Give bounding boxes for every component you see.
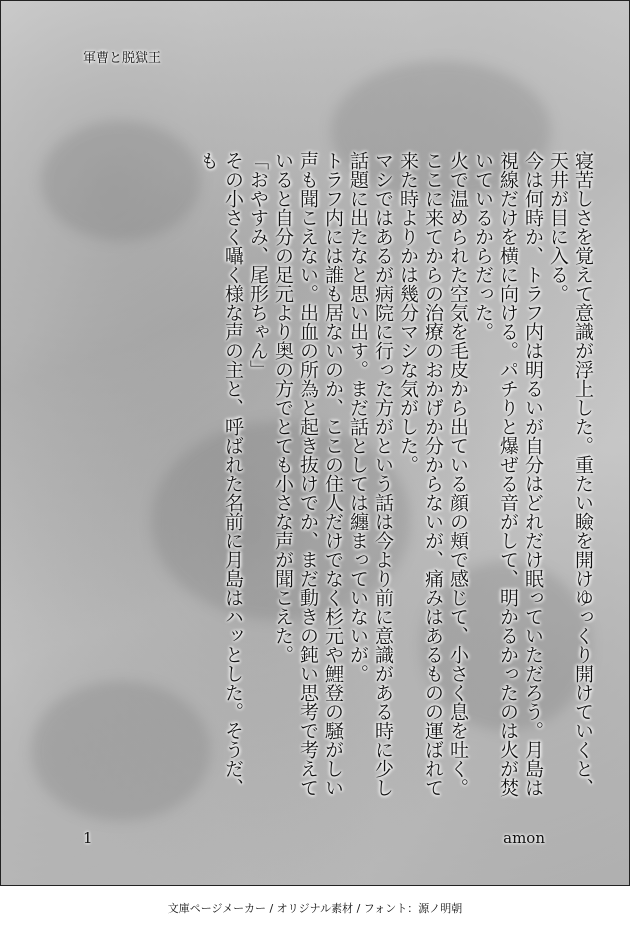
- dialogue-line: 「おやすみ、尾形ちゃん」: [247, 151, 269, 379]
- paragraph: トラフ内には誰も居ないのか、ここの住人だけでなく杉元や鯉登の騒がしい声も聞こえない。出血の所為と起き抜けでか、まだ動きの鈍い思考で考えていると自分の足元より奥の方でとても小さな声が聞こえた。: [272, 151, 344, 797]
- credit-line: 文庫ページメーカー / オリジナル素材 / フォント：源ノ明朝: [167, 902, 463, 915]
- paragraph: 寝苦しさを覚えて意識が浮上した。重たい瞼を開けゆっくり開けていくと、天井が目に入る。: [547, 151, 594, 797]
- body-text: [195, 151, 595, 801]
- paragraph: 今は何時か、トラフ内は明るいが自分はどれだけ眠っていただろう。月島は視線だけを横に向ける。パチりと爆ぜる音がして、明かるかったのは火が焚いているからだった。: [472, 151, 544, 797]
- page-number: 1: [83, 829, 93, 847]
- background-splat: [41, 121, 201, 241]
- paragraph: 火で温められた空気を毛皮から出ている顔の頬で感じて、小さく息を吐く。ここに来てからの治療のおかげか分からないが、痛みはあるものの運ばれて来た時よりかは幾分マシな気がした。: [397, 151, 469, 797]
- paragraph: その小さく囁く様な声の主と、呼ばれた名前に月島はハッとした。そうだ、も: [197, 151, 244, 797]
- book-title: 軍曹と脱獄王: [83, 51, 162, 66]
- paragraph: マシではあるが病院に行った方がという話は今より前に意識がある時に少し話題に出たなと思い出す。まだ話としては纏まっていないが。: [347, 151, 394, 797]
- background-splat: [31, 681, 211, 821]
- author-name: amon: [503, 829, 545, 847]
